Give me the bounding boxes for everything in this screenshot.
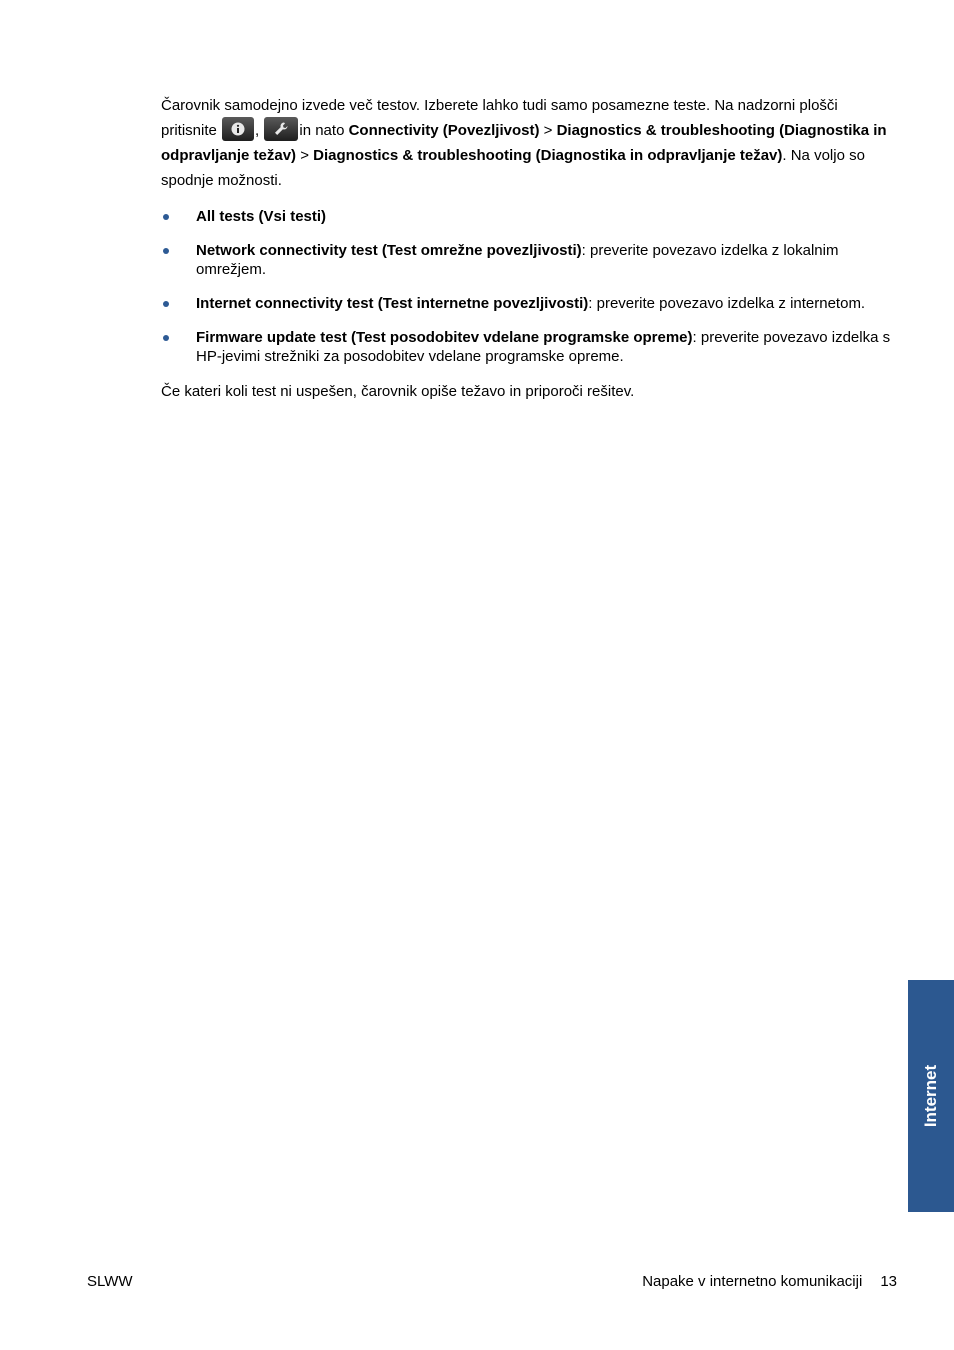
option-title: Network connectivity test (Test omrežne povezljivosti) [196,242,582,259]
bullet-icon [163,335,169,341]
comma: , [255,122,260,139]
list-item [161,207,891,226]
list-item [161,328,891,366]
intro-then-text: in nato [299,122,345,139]
option-title: All tests (Vsi testi) [196,208,327,225]
option-title: Firmware update test (Test posodobitev vdelane programske opreme) [196,329,693,346]
option-description: : preverite povezavo izdelka s HP-jevimi strežniki za posodobitev vdelane programske opreme. [196,329,891,365]
footer-right [642,1273,897,1290]
option-title: Internet connectivity test (Test internetne povezljivosti) [196,295,589,312]
info-button-icon [222,117,254,141]
intro-text: Čarovnik samodejno izvede več testov. Izberete lahko tudi samo posamezne teste. Na nadzorni plošči [161,97,838,114]
intro-paragraph [161,95,891,193]
option-description: : preverite povezavo izdelka z internetom. [588,295,866,312]
setup-button-icon [264,117,298,141]
bullet-icon [163,214,169,220]
chapter-tab [908,980,954,1212]
list-item [161,241,891,279]
option-description: : preverite povezavo izdelka z lokalnim omrežjem. [196,242,839,278]
footer-section-title: Napake v internetno komunikaciji [642,1273,863,1290]
path-separator: > [300,147,309,164]
page-content [161,95,891,401]
options-list [161,207,891,366]
footer-doc-code: SLWW [87,1273,133,1290]
bullet-icon [163,248,169,254]
wrench-icon [273,121,289,137]
chapter-tab-label: Internet [921,1064,940,1128]
list-item [161,294,891,313]
intro-press-text: pritisnite [161,122,217,139]
closing-paragraph: Če kateri koli test ni uspešen, čarovnik opiše težavo in priporoči rešitev. [161,383,635,400]
menu-path-diagnostics: Diagnostics & troubleshooting (Diagnostika in odpravljanje težav) [161,122,887,164]
path-separator: > [543,122,553,139]
page-number: 13 [880,1273,897,1290]
menu-path-connectivity: Connectivity (Povezljivost) [348,122,540,139]
info-icon [231,122,245,136]
menu-path-diagnostics-sub: Diagnostics & troubleshooting (Diagnostika in odpravljanje težav) [313,147,783,164]
bullet-icon [163,301,169,307]
intro-tail: . Na voljo so spodnje možnosti. [161,147,865,189]
